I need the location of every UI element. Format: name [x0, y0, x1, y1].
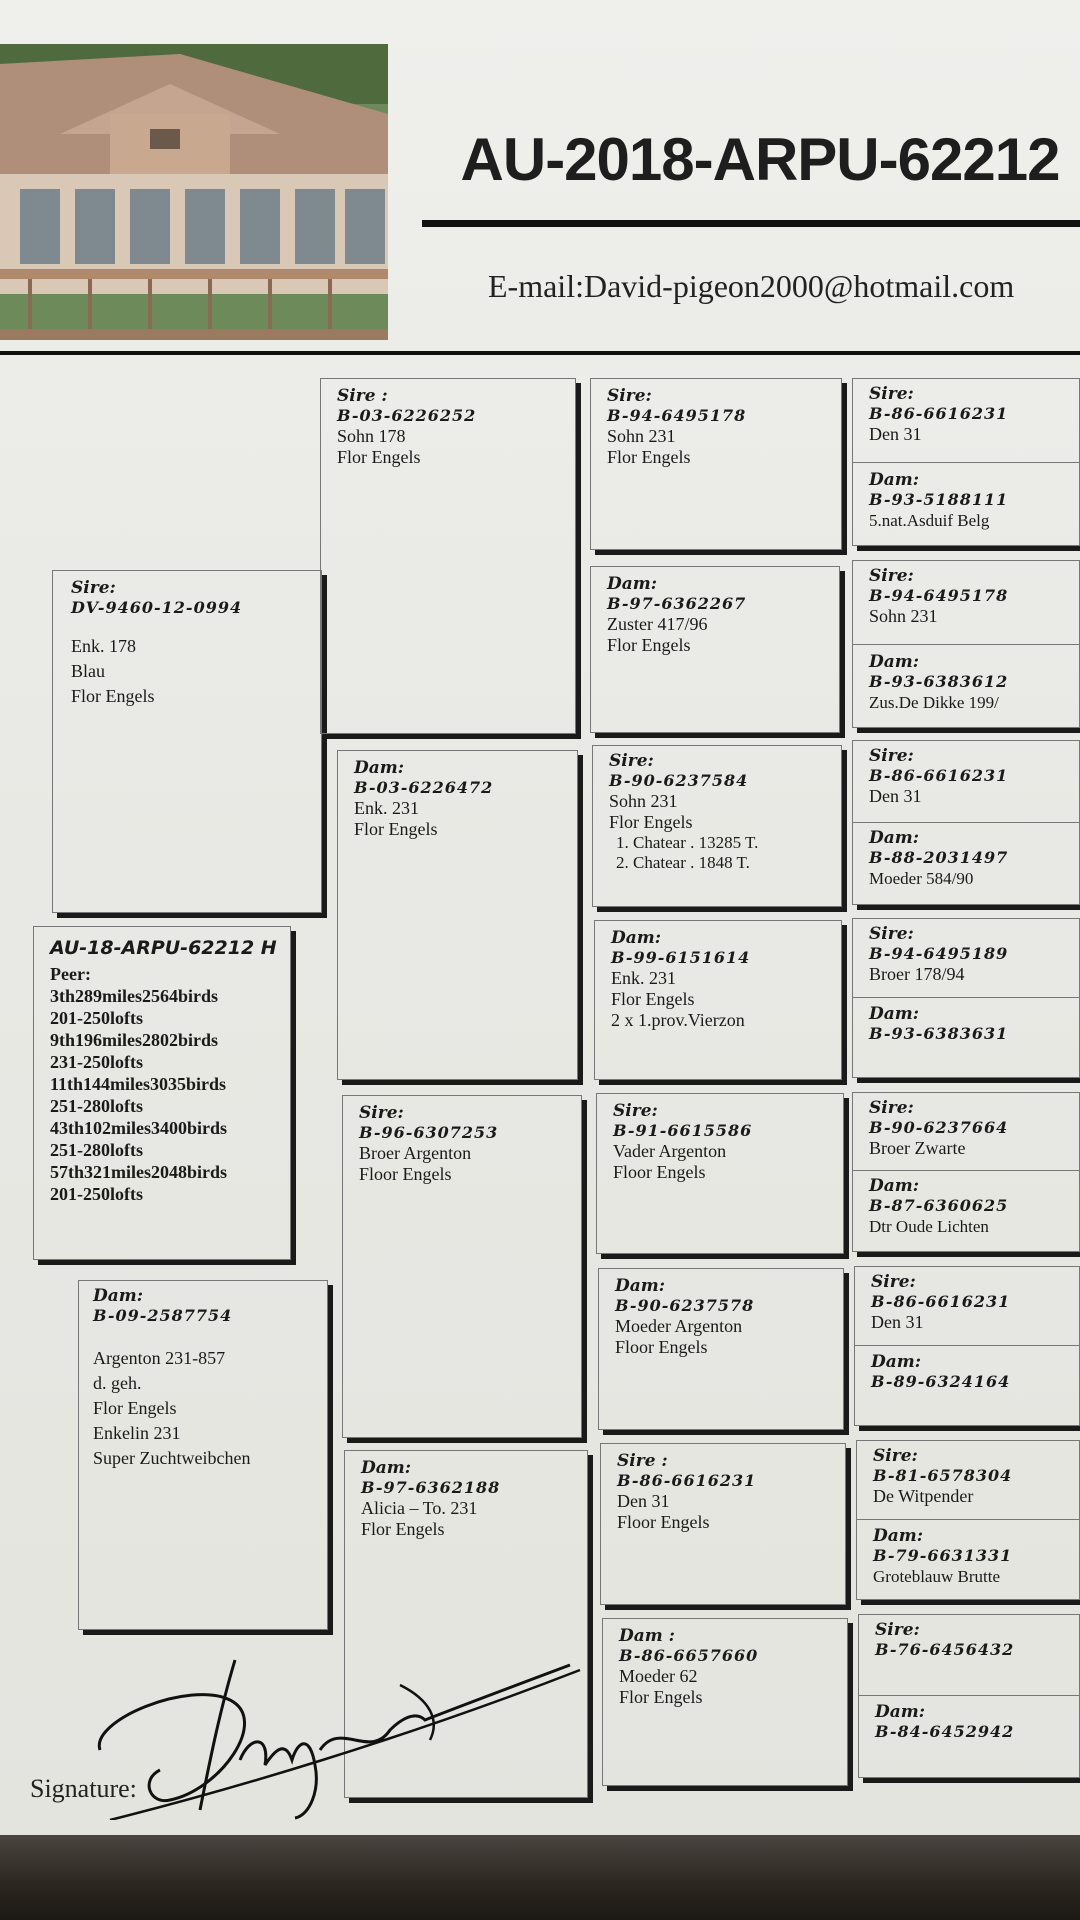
gen3-line: Floor Engels	[615, 1337, 708, 1357]
gen4-dam-ring: B-88-2031497	[869, 848, 1009, 867]
gen3-line: Sohn 231	[607, 426, 676, 446]
gen3-box	[592, 745, 842, 907]
gen3-label: Dam :	[619, 1626, 675, 1646]
gen2-line: Enk. 231	[354, 798, 419, 818]
gen4-dam-label: Dam:	[869, 470, 920, 490]
gen4-dam-label: Dam:	[871, 1352, 922, 1372]
main-bird-title: AU-18-ARPU-62212 H	[50, 937, 277, 959]
dam-ring: B-09-2587754	[93, 1306, 233, 1325]
sire-line: Blau	[71, 661, 105, 681]
gen4-pair-box	[852, 378, 1080, 546]
gen2-line: Alicia – To. 231	[361, 1498, 478, 1518]
gen3-line: Moeder 62	[619, 1666, 698, 1686]
gen4-dam-ring: B-89-6324164	[871, 1372, 1011, 1391]
dam-line: Super Zuchtweibchen	[93, 1448, 251, 1468]
gen4-dam-text: Zus.De Dikke 199/	[869, 693, 999, 712]
gen3-box	[590, 566, 840, 733]
gen3-line: Enk. 231	[611, 968, 676, 988]
gen4-dam-label: Dam:	[869, 1004, 920, 1024]
gen2-line: Flor Engels	[337, 447, 421, 467]
gen3-line: Flor Engels	[619, 1687, 703, 1707]
gen2-label: Dam:	[354, 758, 405, 778]
gen3-line: Vader Argenton	[613, 1141, 727, 1161]
gen3-ring: B-90-6237584	[609, 771, 749, 790]
gen4-sire-ring: B-86-6616231	[869, 404, 1009, 423]
result-line: 11th144miles3035birds	[50, 1074, 227, 1094]
gen4-dam-ring: B-93-5188111	[869, 490, 1009, 509]
gen4-dam-label: Dam:	[869, 1176, 920, 1196]
gen4-dam-text: Dtr Oude Lichten	[869, 1217, 989, 1236]
gen4-dam-ring: B-79-6631331	[873, 1546, 1013, 1565]
gen3-label: Sire :	[617, 1451, 668, 1471]
gen4-dam-label: Dam:	[873, 1526, 924, 1546]
result-line: 231-250lofts	[50, 1052, 143, 1072]
gen2-line: Floor Engels	[359, 1164, 452, 1184]
sire-label: Sire:	[71, 578, 116, 598]
gen4-sire-ring: B-90-6237664	[869, 1118, 1009, 1137]
gen2-line: Sohn 178	[337, 426, 406, 446]
gen2-line: Flor Engels	[354, 819, 438, 839]
gen2-label: Sire:	[359, 1103, 404, 1123]
gen4-sire-ring: B-86-6616231	[871, 1292, 1011, 1311]
ring-title: AU-2018-ARPU-62212	[460, 126, 1060, 193]
dam-line: d. geh.	[93, 1373, 142, 1393]
gen3-line: Moeder Argenton	[615, 1316, 743, 1336]
gen4-sire-text: Den 31	[869, 786, 922, 806]
contact-email: E-mail:David-pigeon2000@hotmail.com	[488, 268, 1015, 304]
gen4-pair-box	[856, 1440, 1080, 1600]
gen3-box	[598, 1268, 844, 1430]
gen4-dam-text: Groteblauw Brutte	[873, 1567, 1000, 1586]
gen3-line: Flor Engels	[607, 635, 691, 655]
gen3-line: 2 x 1.prov.Vierzon	[611, 1010, 745, 1030]
gen3-ring: B-86-6616231	[617, 1471, 757, 1490]
gen3-box	[590, 378, 842, 550]
gen4-pair-box	[852, 740, 1080, 905]
loft-photo	[0, 44, 388, 340]
gen4-sire-label: Sire:	[869, 746, 914, 766]
gen3-line: Den 31	[617, 1491, 670, 1511]
dam-label: Dam:	[93, 1286, 144, 1306]
gen4-pair-box	[854, 1266, 1080, 1426]
gen2-line: Flor Engels	[361, 1519, 445, 1539]
gen2-label: Dam:	[361, 1458, 412, 1478]
pair-divider	[855, 1345, 1079, 1346]
gen2-line: Broer Argenton	[359, 1143, 472, 1163]
gen4-dam-text: 5.nat.Asduif Belg	[869, 511, 990, 530]
pair-divider	[853, 462, 1079, 463]
gen2-label: Sire :	[337, 386, 388, 406]
pair-divider	[853, 822, 1079, 823]
gen3-ring: B-91-6615586	[613, 1121, 753, 1140]
gen4-dam-ring: B-84-6452942	[875, 1722, 1015, 1741]
gen4-dam-text: Moeder 584/90	[869, 869, 974, 888]
gen3-ring: B-97-6362267	[607, 594, 747, 613]
result-line: 57th321miles2048birds	[50, 1162, 228, 1182]
gen4-sire-ring: B-94-6495178	[869, 586, 1009, 605]
gen3-box	[594, 920, 842, 1080]
gen4-sire-text: Sohn 231	[869, 606, 938, 626]
gen3-label: Sire:	[613, 1101, 658, 1121]
gen3-line: Flor Engels	[609, 812, 693, 832]
gen4-sire-label: Sire:	[869, 1098, 914, 1118]
pair-divider	[857, 1519, 1079, 1520]
gen2-box	[320, 378, 576, 734]
result-line: 201-250lofts	[50, 1184, 143, 1204]
gen4-sire-label: Sire:	[871, 1272, 916, 1292]
gen4-sire-text: Broer 178/94	[869, 964, 965, 984]
handwritten-signature	[70, 1640, 590, 1820]
gen2-ring: B-96-6307253	[359, 1123, 499, 1142]
gen3-label: Dam:	[615, 1276, 666, 1296]
gen2-box	[342, 1095, 582, 1438]
main-bird-box	[33, 926, 291, 1260]
gen3-ring: B-90-6237578	[615, 1296, 755, 1315]
pair-divider	[853, 997, 1079, 998]
result-line: 43th102miles3400birds	[50, 1118, 228, 1138]
gen3-label: Sire:	[609, 751, 654, 771]
gen4-pair-box	[858, 1614, 1080, 1778]
gen3-box	[596, 1093, 844, 1254]
gen3-ring: B-86-6657660	[619, 1646, 759, 1665]
gen4-pair-box	[852, 1092, 1080, 1252]
gen4-sire-text: Den 31	[869, 424, 922, 444]
header-rule	[0, 351, 1080, 355]
sire-line: Enk. 178	[71, 636, 136, 656]
gen3-label: Dam:	[611, 928, 662, 948]
result-line: 251-280lofts	[50, 1140, 143, 1160]
dam-box	[78, 1280, 328, 1630]
gen4-pair-box	[852, 918, 1080, 1078]
performance-item: 2. Chatear . 1848 T.	[633, 853, 835, 873]
pair-divider	[853, 644, 1079, 645]
result-line: Peer:	[50, 964, 91, 984]
gen4-sire-label: Sire:	[873, 1446, 918, 1466]
gen4-sire-ring: B-94-6495189	[869, 944, 1009, 963]
gen3-ring: B-94-6495178	[607, 406, 747, 425]
dam-line: Argenton 231-857	[93, 1348, 226, 1368]
gen3-line: Sohn 231	[609, 791, 678, 811]
table-surface	[0, 1835, 1080, 1920]
gen4-sire-text: Broer Zwarte	[869, 1138, 966, 1158]
gen3-box	[602, 1618, 848, 1786]
gen4-sire-ring: B-86-6616231	[869, 766, 1009, 785]
dam-line: Flor Engels	[93, 1398, 177, 1418]
gen4-sire-text: Den 31	[871, 1312, 924, 1332]
result-line: 9th196miles2802birds	[50, 1030, 219, 1050]
sire-box	[52, 570, 322, 913]
gen3-label: Dam:	[607, 574, 658, 594]
gen3-line: Floor Engels	[617, 1512, 710, 1532]
gen3-label: Sire:	[607, 386, 652, 406]
gen4-sire-label: Sire:	[875, 1620, 920, 1640]
performance-list	[609, 833, 835, 873]
gen4-dam-ring: B-87-6360625	[869, 1196, 1009, 1215]
pair-divider	[859, 1695, 1079, 1696]
gen4-sire-label: Sire:	[869, 384, 914, 404]
gen3-line: Floor Engels	[613, 1162, 706, 1182]
gen3-line: Flor Engels	[607, 447, 691, 467]
gen2-ring: B-03-6226472	[354, 778, 494, 797]
gen4-sire-ring: B-81-6578304	[873, 1466, 1013, 1485]
result-line: 251-280lofts	[50, 1096, 143, 1116]
gen2-box	[337, 750, 578, 1080]
title-rule	[422, 220, 1080, 227]
gen3-box	[600, 1443, 846, 1605]
gen4-dam-label: Dam:	[869, 652, 920, 672]
result-line: 201-250lofts	[50, 1008, 143, 1028]
gen3-ring: B-99-6151614	[611, 948, 751, 967]
gen4-dam-ring: B-93-6383612	[869, 672, 1009, 691]
gen4-dam-label: Dam:	[875, 1702, 926, 1722]
gen4-sire-label: Sire:	[869, 924, 914, 944]
gen4-sire-text: De Witpender	[873, 1486, 974, 1506]
pair-divider	[853, 1170, 1079, 1171]
sire-ring: DV-9460-12-0994	[71, 598, 243, 617]
gen3-line: Zuster 417/96	[607, 614, 708, 634]
gen4-dam-ring: B-93-6383631	[869, 1024, 1009, 1043]
gen2-ring: B-97-6362188	[361, 1478, 501, 1497]
gen4-sire-label: Sire:	[869, 566, 914, 586]
signature-label: Signature:	[30, 1774, 137, 1803]
result-line: 3th289miles2564birds	[50, 986, 219, 1006]
dam-line: Enkelin 231	[93, 1423, 181, 1443]
performance-item: 1. Chatear . 13285 T.	[633, 833, 835, 853]
gen3-line: Flor Engels	[611, 989, 695, 1009]
gen4-sire-ring: B-76-6456432	[875, 1640, 1015, 1659]
gen4-pair-box	[852, 560, 1080, 728]
gen2-ring: B-03-6226252	[337, 406, 477, 425]
gen4-dam-label: Dam:	[869, 828, 920, 848]
sire-line: Flor Engels	[71, 686, 155, 706]
